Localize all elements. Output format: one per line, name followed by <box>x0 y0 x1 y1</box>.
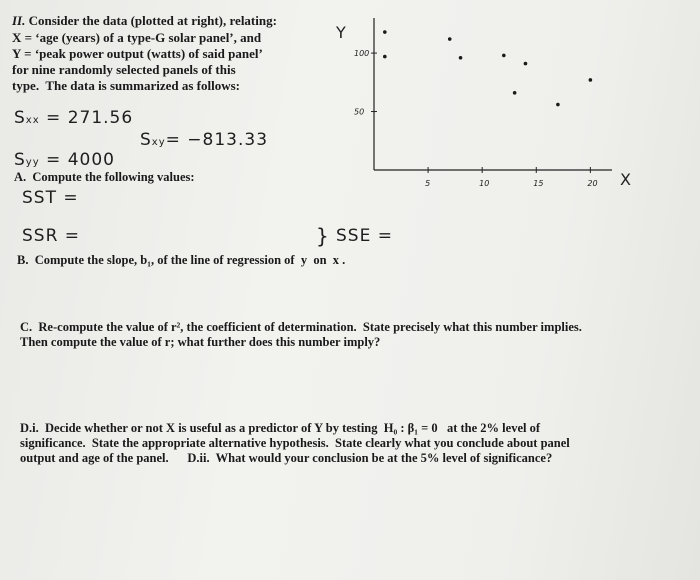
part-c-line-2: Then compute the value of r; what further does this number imply? <box>20 335 381 349</box>
data-point <box>589 78 593 82</box>
data-point <box>448 37 452 41</box>
handwritten-brace: } <box>316 224 330 248</box>
data-point <box>513 91 517 95</box>
handwritten-sxy: Sxy= −813.33 <box>140 130 269 150</box>
part-a-prompt: A. Compute the following values: <box>14 170 195 184</box>
problem-number: II. <box>12 13 26 28</box>
x-tick-label: 20 <box>587 179 598 188</box>
y-tick-label: 50 <box>354 107 365 117</box>
problem-line-5: type. The data is summarized as follows: <box>12 78 240 93</box>
part-c-line-1: C. Re-compute the value of r², the coefficient of determination. State precisely what this number implies. <box>20 320 582 334</box>
x-tick-label: 15 <box>533 179 544 188</box>
handwritten-syy: Syy = 4000 <box>14 150 115 170</box>
y-tick-label: 100 <box>354 49 370 59</box>
data-point <box>502 54 506 58</box>
handwritten-sse: SSE = <box>336 226 393 246</box>
part-d-line-1: D.i. Decide whether or not X is useful as a predictor of Y by testing H₀ : β₁ = 0 at the 2% level of <box>20 421 541 435</box>
part-b-prompt: B. Compute the slope, b₁, of the line of regression of y on x . <box>17 253 346 267</box>
problem-line-1-text: Consider the data (plotted at right), relating: <box>25 13 277 28</box>
handwritten-ssr: SSR = <box>22 226 81 246</box>
data-point <box>459 56 463 60</box>
part-d-line-3: output and age of the panel. D.ii. What would your conclusion be at the 5% level of significance? <box>20 451 553 465</box>
x-tick-label: 5 <box>425 179 431 188</box>
data-point <box>383 55 387 59</box>
data-point <box>524 62 528 66</box>
x-axis-label: X <box>620 170 631 189</box>
handwritten-sst: SST = <box>22 188 79 208</box>
part-d-line-2: significance. State the appropriate alternative hypothesis. State clearly what you conclude about panel <box>20 436 570 450</box>
y-axis-label: Y <box>336 23 346 42</box>
x-tick-label: 10 <box>479 179 490 188</box>
problem-line-2: X = ‘age (years) of a type-G solar panel’, and <box>12 30 262 45</box>
data-point <box>556 103 560 107</box>
problem-line-3: Y = ‘peak power output (watts) of said panel’ <box>12 46 263 61</box>
data-point <box>383 30 387 34</box>
problem-line-4: for nine randomly selected panels of this <box>12 62 236 77</box>
handwritten-sxx: Sxx = 271.56 <box>14 108 134 128</box>
